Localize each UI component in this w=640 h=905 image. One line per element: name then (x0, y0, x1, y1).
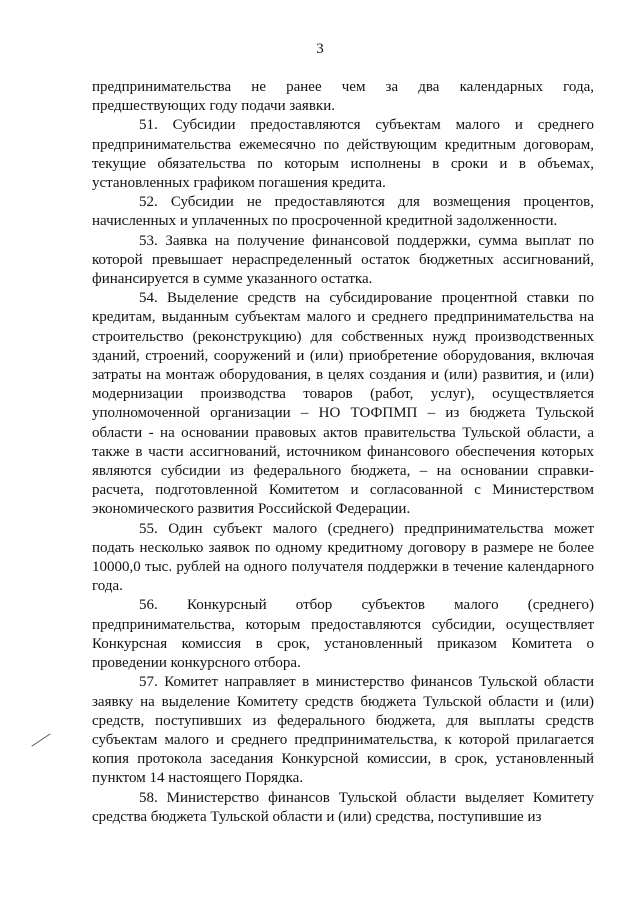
paragraph-53: 53. Заявка на получение финансовой поддержки, сумма выплат по которой превышает нераспределенный остаток бюджетных ассигнований, финансируется в сумме указанного остатка. (92, 232, 594, 288)
paragraph-56: 56. Конкурсный отбор субъектов малого (среднего) предпринимательства, которым предоставляются субсидии, осуществляет Конкурсная комиссия в срок, установленный приказом Комитета о проведении конкурсного отбора. (92, 597, 594, 672)
paragraph-58: 58. Министерство финансов Тульской области выделяет Комитету средства бюджета Тульской области и (или) средства, поступившие из (92, 789, 594, 825)
page-number: 3 (316, 41, 324, 57)
paragraph-52: 52. Субсидии не предоставляются для возмещения процентов, начисленных и уплаченных по просроченной кредитной задолженности. (92, 194, 594, 230)
paragraph-51: 51. Субсидии предоставляются субъектам малого и среднего предпринимательства ежемесячно по действующим кредитным договорам, текущие обязательства по которым исполнены в сроки и в объемах, установленных графиком погашения кредита. (92, 117, 594, 192)
paragraph-57: 57. Комитет направляет в министерство финансов Тульской области заявку на выделение Комитету средств бюджета Тульской области и (или) средств, поступивших из федерального бюджета, для выплаты средств субъектам малого и среднего предпринимательства, к которой прилагается копия протокола заседания Конкурсной комиссии, в срок, установленный пунктом 14 настоящего Порядка. (92, 674, 594, 787)
document-body (92, 78, 594, 827)
pen-stroke-mark (30, 732, 52, 748)
paragraph-continuation: предпринимательства не ранее чем за два календарных года, предшествующих году подачи заявки. (92, 79, 594, 115)
paragraph-54: 54. Выделение средств на субсидирование процентной ставки по кредитам, выданным субъектам малого и среднего предпринимательства на строительство (реконструкцию) для собственных нужд производственных зданий, строений, сооружений и (или) приобретение оборудования, включая затраты на монтаж оборудования, в целях создания и (или) развития, и (или) модернизации производства товаров (работ, услуг), осуществляется уполномоченной организации – НО ТОФПМП – из бюджета Тульской области - на основании правовых актов правительства Тульской области, а также в части ассигнований, источником финансового обеспечения которых являются субсидии из федерального бюджета, – на основании справки-расчета, подготовленной Комитетом и согласованной с Министерством экономического развития Российской Федерации. (92, 290, 594, 518)
paragraph-55: 55. Один субъект малого (среднего) предпринимательства может подать несколько заявок по одному кредитному договору в размере не более 10000,0 тыс. рублей на одного получателя поддержки в течение календарного года. (92, 520, 594, 595)
